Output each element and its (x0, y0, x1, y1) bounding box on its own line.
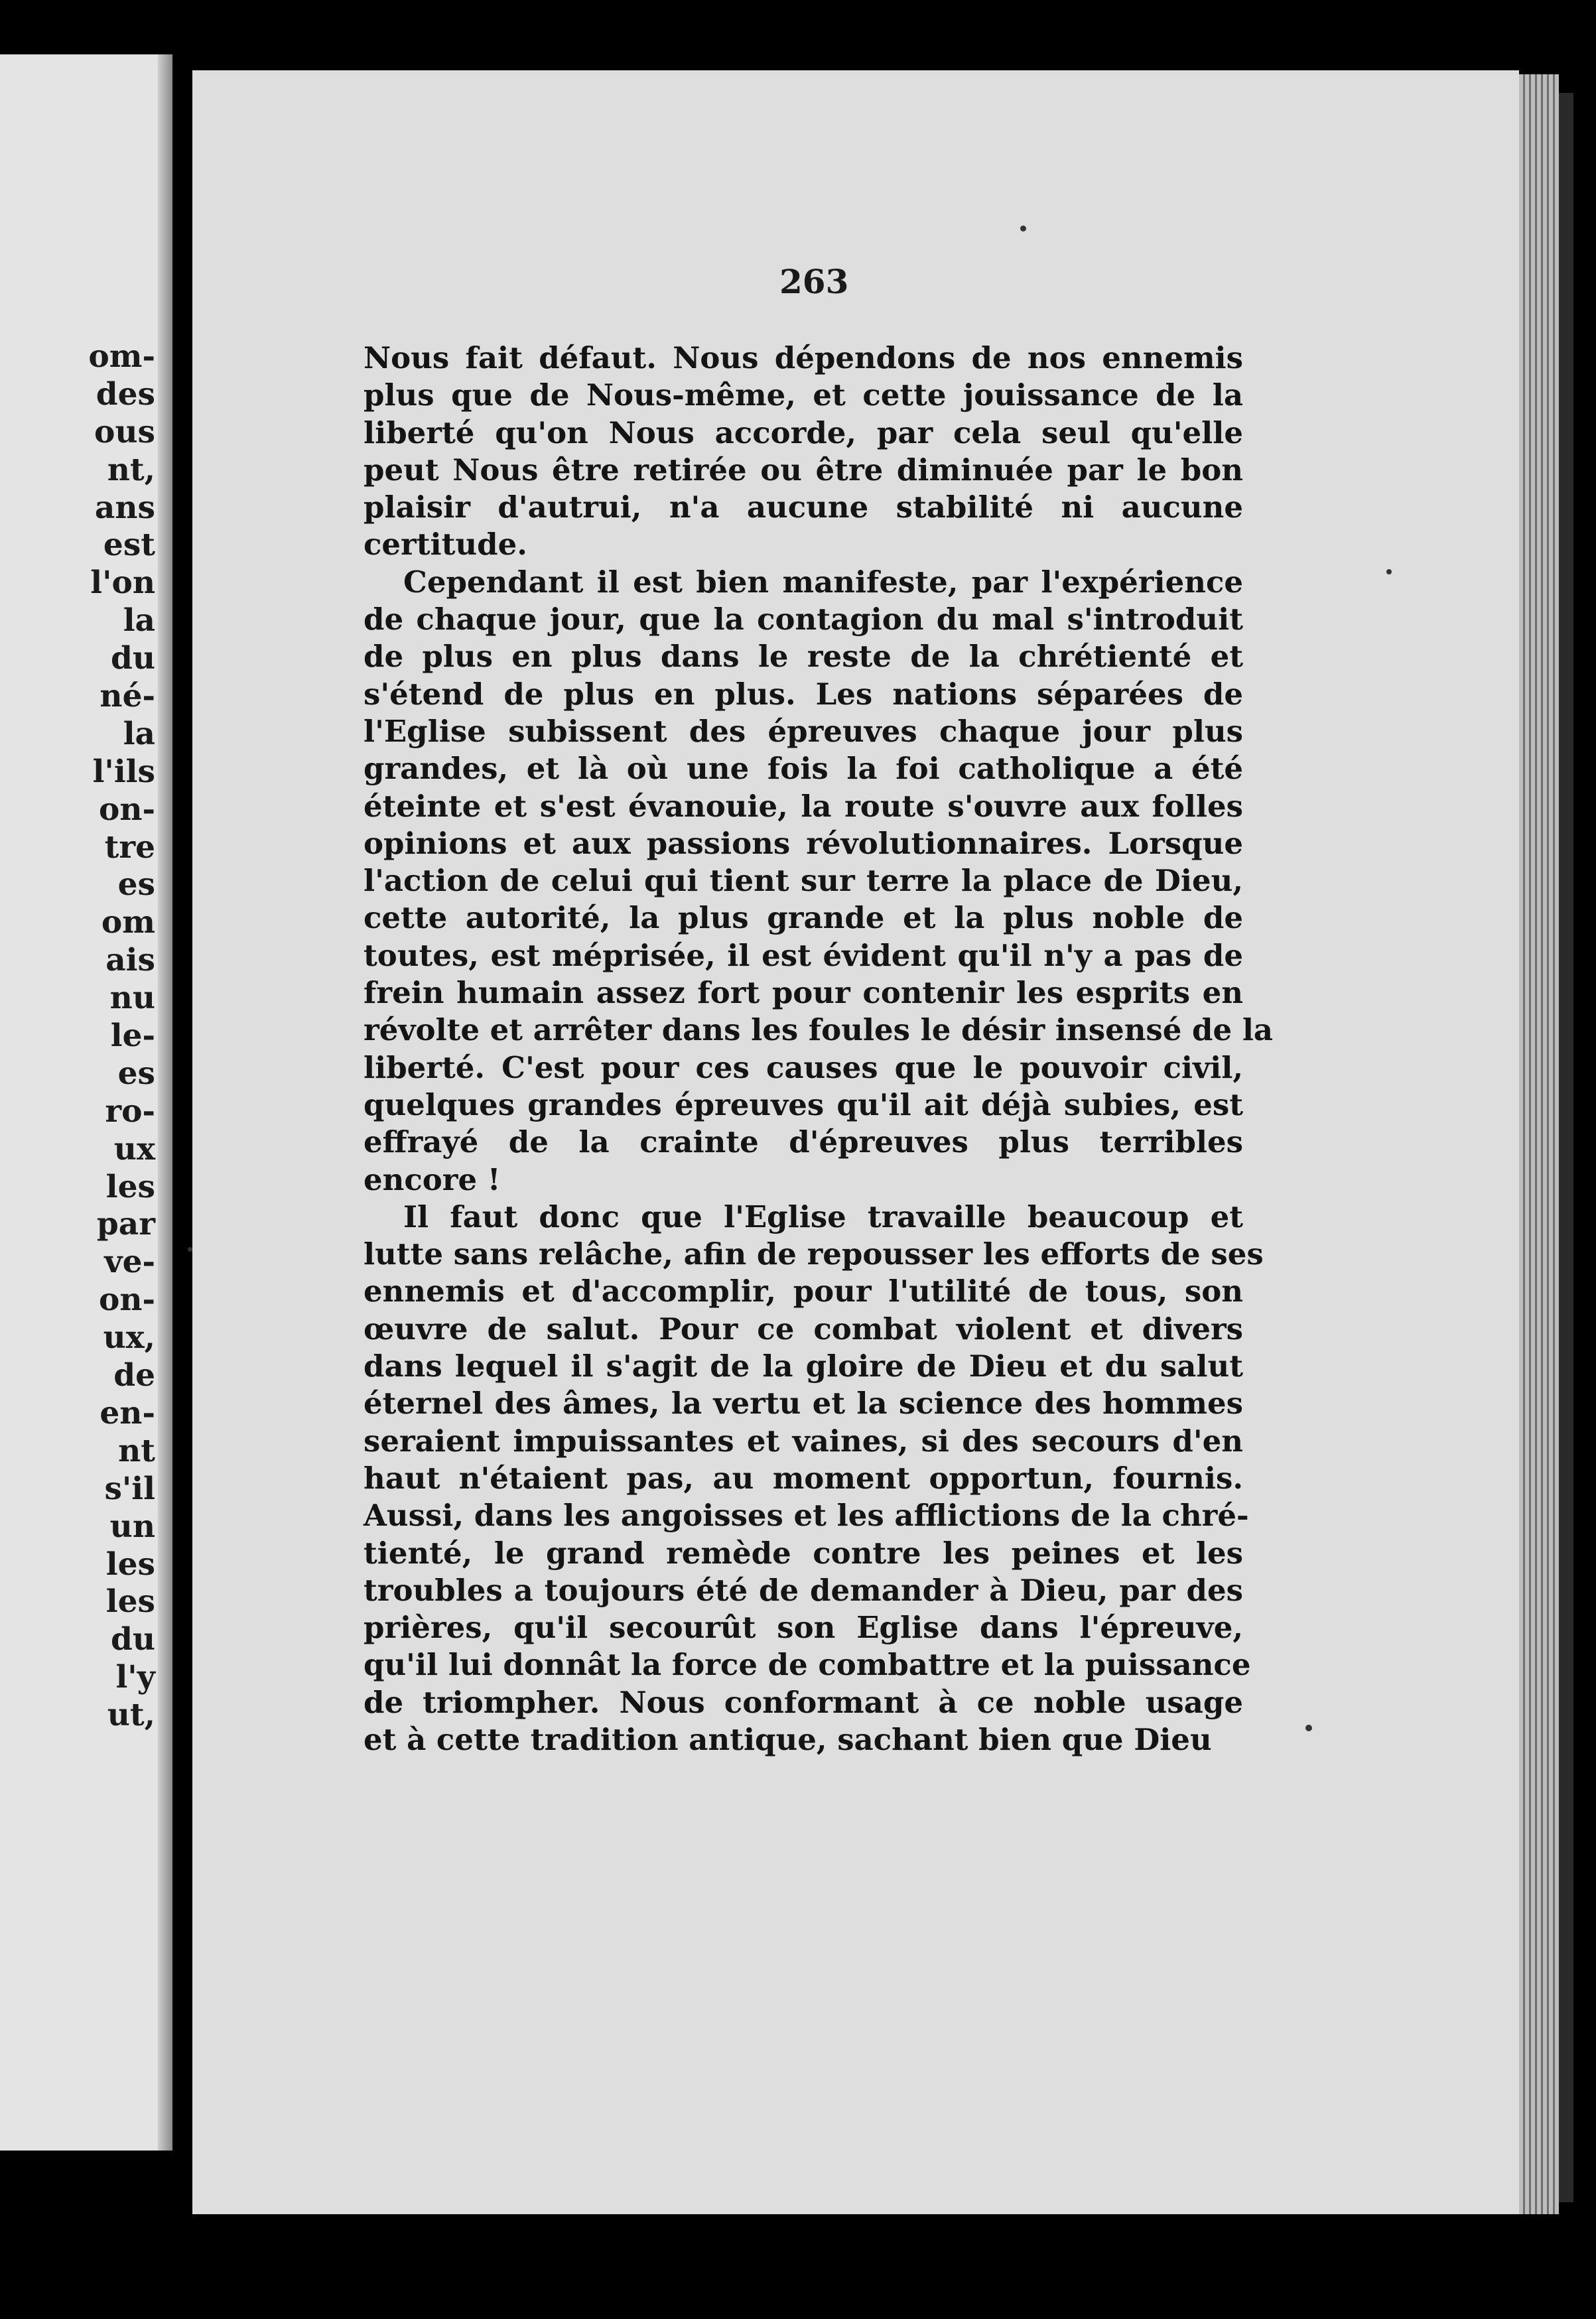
text-line: l'Eglise subissent des épreuves chaque jour plus (364, 713, 1243, 749)
paragraph (364, 1199, 1264, 1758)
text-line: plaisir d'autrui, n'a aucune stabilité ni aucune (364, 490, 1243, 525)
page-number: 263 (779, 262, 849, 301)
facing-page-line: nt (118, 1432, 155, 1469)
text-line: dans lequel il s'agit de la gloire de Dieu et du salut (364, 1349, 1243, 1384)
facing-page-line: es (117, 866, 155, 903)
text-line: haut n'étaient pas, au moment opportun, fournis. (364, 1460, 1243, 1496)
facing-page-line: né- (100, 678, 155, 715)
facing-page-line: en- (100, 1394, 155, 1431)
page-edges (1519, 74, 1559, 2214)
text-line: encore ! (364, 1161, 501, 1197)
facing-page-line: le- (110, 1018, 155, 1055)
text-line: liberté qu'on Nous accorde, par cela seul qu'elle (364, 415, 1243, 450)
text-line: révolte et arrêter dans les foules le désir insensé de la (364, 1012, 1274, 1048)
facing-page-line: l'y (115, 1659, 155, 1696)
page-body-text (364, 340, 1274, 1758)
paragraph (364, 564, 1274, 1199)
text-line: Nous fait défaut. Nous dépendons de nos ennemis (364, 340, 1243, 375)
text-line: opinions et aux passions révolutionnaires. Lorsque (364, 825, 1243, 861)
text-line: plus que de Nous-même, et cette jouissance de la (364, 377, 1243, 413)
facing-page-line: la (123, 715, 155, 752)
facing-page-text (3, 338, 155, 1735)
text-line: de triompher. Nous conformant à ce noble usage (364, 1684, 1243, 1720)
text-line: certitude. (364, 527, 527, 563)
facing-page-line: tre (104, 828, 155, 866)
text-line: et à cette tradition antique, sachant bien que Dieu (364, 1721, 1212, 1757)
facing-page-line: les (105, 1583, 155, 1621)
facing-page-line: les (105, 1546, 155, 1583)
text-line: cette autorité, la plus grande et la plus noble de (364, 900, 1243, 936)
facing-page-line: om- (88, 338, 155, 375)
facing-page (0, 54, 172, 2151)
facing-page-line: s'il (104, 1470, 155, 1507)
facing-page-line: ans (94, 489, 155, 526)
facing-page-line: ut, (107, 1697, 155, 1734)
text-line: de chaque jour, que la contagion du mal s'introduit (364, 602, 1243, 637)
book-gutter (158, 54, 172, 2151)
facing-page-line: ve- (104, 1244, 155, 1281)
facing-page-line: du (110, 1621, 155, 1658)
facing-page-line: ous (94, 413, 155, 450)
facing-page-line: l'on (90, 564, 155, 602)
paragraph (364, 340, 1243, 564)
ink-speck (1386, 569, 1392, 574)
text-line: quelques grandes épreuves qu'il ait déjà subies, est (364, 1087, 1243, 1122)
text-line: frein humain assez fort pour contenir les esprits en (364, 975, 1243, 1011)
text-line: troubles a toujours été de demander à Dieu, par des (364, 1572, 1243, 1608)
facing-page-line: un (109, 1508, 155, 1545)
facing-page-line: par (96, 1206, 155, 1243)
facing-page-line: om (101, 904, 155, 941)
text-line: grandes, et là où une fois la foi catholique a été (364, 751, 1243, 787)
text-line: éteinte et s'est évanouie, la route s'ouvre aux folles (364, 788, 1243, 824)
facing-page-line: ux (113, 1130, 155, 1167)
text-line: prières, qu'il secourût son Eglise dans l'épreuve, (364, 1610, 1243, 1646)
facing-page-line: ro- (105, 1093, 155, 1130)
text-line: Aussi, dans les angoisses et les afflictions de la chré- (364, 1498, 1249, 1534)
text-line: Il faut donc que l'Eglise travaille beaucoup et (403, 1199, 1243, 1234)
text-line: lutte sans relâche, afin de repousser les efforts de ses (364, 1236, 1264, 1272)
text-line: qu'il lui donnât la force de combattre et la puissance (364, 1647, 1251, 1683)
facing-page-line: on- (98, 1282, 155, 1319)
text-line: de plus en plus dans le reste de la chrétienté et (364, 639, 1243, 675)
facing-page-line: est (103, 527, 155, 564)
text-line: l'action de celui qui tient sur terre la place de Dieu, (364, 863, 1243, 899)
facing-page-line: l'ils (92, 753, 155, 790)
text-line: éternel des âmes, la vertu et la science des hommes (364, 1386, 1243, 1422)
text-line: toutes, est méprisée, il est évident qu'il n'y a pas de (364, 937, 1243, 973)
text-line: effrayé de la crainte d'épreuves plus terribles (364, 1124, 1243, 1160)
facing-page-line: la (123, 602, 155, 639)
facing-page-line: nt, (107, 451, 155, 488)
text-line: tienté, le grand remède contre les peines et les (364, 1535, 1243, 1571)
text-line: peut Nous être retirée ou être diminuée par le bon (364, 452, 1243, 488)
facing-page-line: ux, (103, 1319, 155, 1357)
facing-page-line: es (117, 1055, 155, 1092)
facing-page-line: nu (109, 980, 155, 1017)
facing-page-line: les (105, 1168, 155, 1205)
text-line: seraient impuissantes et vaines, si des secours d'en (364, 1423, 1243, 1459)
ink-speck (1020, 226, 1026, 232)
text-line: s'étend de plus en plus. Les nations séparées de (364, 676, 1243, 712)
text-line: liberté. C'est pour ces causes que le pouvoir civil, (364, 1049, 1243, 1085)
text-line: Cependant il est bien manifeste, par l'expérience (403, 564, 1243, 600)
text-line: œuvre de salut. Pour ce combat violent et divers (364, 1311, 1243, 1347)
text-line: ennemis et d'accomplir, pour l'utilité de tous, son (364, 1274, 1243, 1309)
book-cover-edge (1559, 93, 1573, 2202)
facing-page-line: des (96, 375, 155, 413)
facing-page-line: du (110, 640, 155, 677)
ink-speck (1305, 1725, 1312, 1731)
facing-page-line: de (113, 1357, 155, 1394)
facing-page-line: on- (98, 791, 155, 828)
facing-page-line: ais (105, 942, 155, 979)
ink-speck (188, 1247, 192, 1252)
